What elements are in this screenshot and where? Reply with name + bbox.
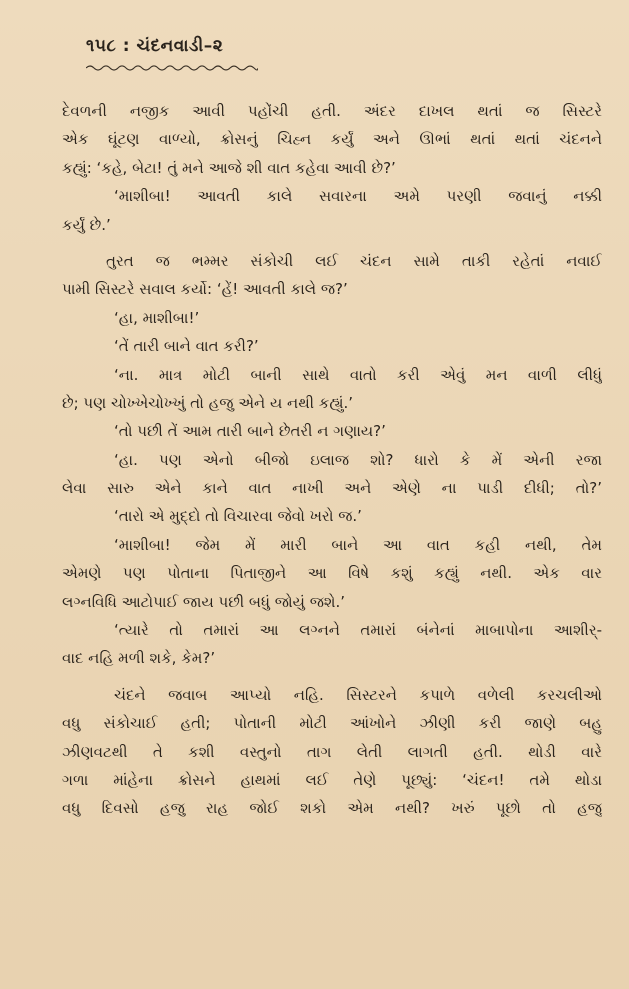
text-line: ‘માશીબા! આવતી કાલે સવારના અમે પરણી જવાનું નક્કી (114, 187, 602, 206)
text-line: લગ્નવિધિ આટોપાઈ જાય પછી બધું જોયું જશે.’ (62, 592, 345, 611)
text-line: તુરત જ ભમ્મર સંકોચી લઈ ચંદન સામે તાકી રહેતાં નવાઈ (106, 251, 602, 270)
text-line: ઝીણવટથી તે કશી વસ્તુનો તાગ લેતી લાગતી હતી. થોડી વારે (62, 742, 602, 761)
wavy-underline (86, 64, 258, 72)
text-line: ‘તારો એ મુદ્દો તો વિચારવા જેવો ખરો જ.’ (114, 507, 362, 526)
text-line: એમણે પણ પોતાના પિતાજીને આ વિષે કશું કહ્યું નથી. એક વાર (62, 564, 602, 583)
text-line: ‘તો પછી તેં આમ તારી બાને છેતરી ન ગણાય?’ (114, 422, 386, 441)
text-line: ‘માશીબા! જેમ મેં મારી બાને આ વાત કહી નથી, તેમ (114, 535, 602, 554)
text-line: દેવળની નજીક આવી પહોંચી હતી. અંદર દાખલ થતાં જ સિસ્ટરે (62, 102, 602, 120)
text-line: ‘હા. પણ એનો બીજો ઇલાજ શો? ધારો કે મેં એની રજા (114, 450, 602, 469)
text-line: ચંદને જવાબ આપ્યો નહિ. સિસ્ટરને કપાળે વળેલી કરચલીઓ (114, 685, 602, 704)
body-text (62, 97, 602, 823)
text-line: વધુ સંકોચાઈ હતી; પોતાની મોટી આંખોને ઝીણી કરી જાણે બહુ (62, 714, 602, 733)
text-line: એક ઘૂંટણ વાળ્યો, ક્રોસનું ચિહ્ન કર્યું અને ઊભાં થતાં થતાં ચંદનને (62, 130, 602, 149)
text-line: ‘ત્યારે તો તમારાં આ લગ્નને તમારાં બંનેનાં માબાપોના આશીર્- (114, 621, 602, 640)
text-line: વધુ દિવસો હજુ રાહ જોઈ શકો એમ નથી? ખરું પૂછો તો હજુ (62, 799, 602, 818)
text-line: ગળા માંહેના ક્રોસને હાથમાં લઈ તેણે પૂછ્યું: ‘ચંદન! તમે થોડા (62, 770, 602, 789)
text-line: કહ્યું: ‘કહે, બેટા! તું મને આજે શી વાત કહેવા આવી છે?’ (62, 158, 396, 177)
text-line: છે; પણ ચોખ્ખેચોખ્ખું તો હજુ એને ય નથી કહ્યું.’ (62, 393, 354, 412)
text-line: ‘ના. માત્ર મોટી બાની સાથે વાતો કરી એવું મન વાળી લીધું (114, 365, 602, 384)
text-line: પામી સિસ્ટરે સવાલ કર્યો: ‘હેં! આવતી કાલે જ?’ (62, 280, 348, 299)
text-line: કર્યું છે.’ (62, 215, 111, 234)
text-line: ‘તેં તારી બાને વાત કરી?’ (114, 337, 259, 356)
text-line: ‘હા, માશીબા!’ (114, 308, 200, 327)
text-line: લેવા સારુ એને કાને વાત નાખી અને એણે ના પાડી દીધી; તો?’ (62, 479, 602, 498)
running-head: ૧૫૮ : ચંદનવાડી–૨ (86, 36, 224, 56)
text-line: વાદ નહિ મળી શકે, કેમ?’ (62, 649, 216, 668)
